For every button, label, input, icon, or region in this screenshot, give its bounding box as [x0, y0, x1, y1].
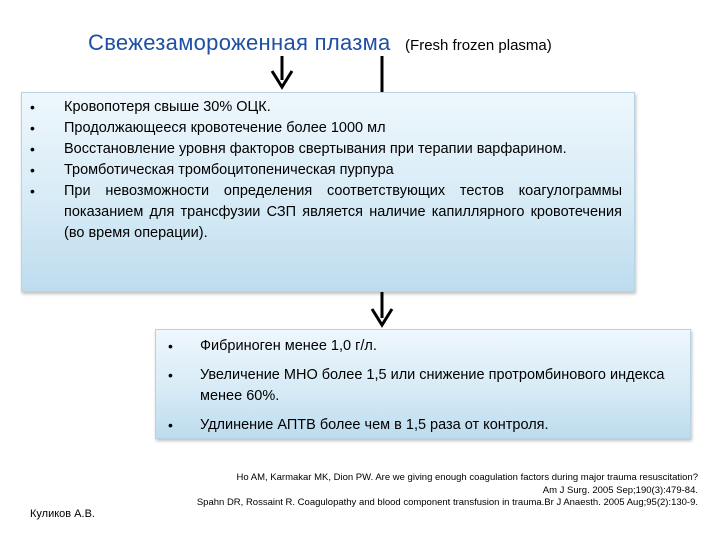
bullet-icon: • — [30, 120, 35, 136]
list-item — [22, 181, 634, 244]
arrow-title-to-box1 — [272, 56, 292, 87]
bullet-icon: • — [30, 141, 35, 157]
lab-criteria-list — [156, 336, 690, 436]
item-text: Удлинение АПТВ более чем в 1,5 раза от контроля. — [200, 417, 549, 433]
list-item — [22, 160, 634, 181]
bullet-icon: • — [168, 417, 173, 433]
item-text: Тромботическая тромбоцитопеническая пурпура — [64, 162, 394, 178]
list-item — [22, 97, 634, 118]
bullet-icon: • — [168, 367, 173, 383]
list-item — [22, 139, 634, 160]
reference-line: Ho AM, Karmakar MK, Dion PW. Are we giving enough coagulation factors during major trauma resuscitation? — [236, 472, 698, 483]
reference-line: Am J Surg. 2005 Sep;190(3):479-84. — [542, 484, 698, 496]
lab-criteria-box — [155, 329, 691, 439]
item-text: Увеличение МНО более 1,5 или снижение протромбинового индекса менее 60%. — [200, 367, 665, 404]
list-item — [22, 118, 634, 139]
bullet-icon: • — [30, 183, 35, 199]
bullet-icon: • — [30, 99, 35, 115]
title-english: (Fresh frozen plasma) — [405, 37, 552, 54]
list-item — [156, 365, 690, 407]
item-text: Восстановление уровня факторов свертывания при терапии варфарином. — [64, 141, 567, 157]
references — [197, 472, 698, 510]
bullet-icon: • — [168, 338, 173, 354]
reference-line: Spahn DR, Rossaint R. Coagulopathy and blood component transfusion in trauma.Br J Anaesth. 2005 Aug;95(2):130-9. — [196, 497, 698, 508]
item-text: При невозможности определения соответствующих тестов коагулограммы показанием для трансфузии СЗП является наличие капиллярного кровотечения (во время операции). — [64, 183, 622, 241]
item-text: Продолжающееся кровотечение более 1000 мл — [64, 120, 386, 136]
indications-list — [22, 97, 634, 244]
list-item — [156, 336, 690, 357]
author-name: Куликов А.В. — [30, 508, 95, 520]
indications-box — [21, 92, 635, 292]
item-text: Фибриноген менее 1,0 г/л. — [200, 338, 377, 354]
bullet-icon: • — [30, 162, 35, 178]
list-item — [156, 415, 690, 436]
title-russian: Свежезамороженная плазма — [88, 30, 391, 55]
item-text: Кровопотеря свыше 30% ОЦК. — [64, 99, 271, 115]
